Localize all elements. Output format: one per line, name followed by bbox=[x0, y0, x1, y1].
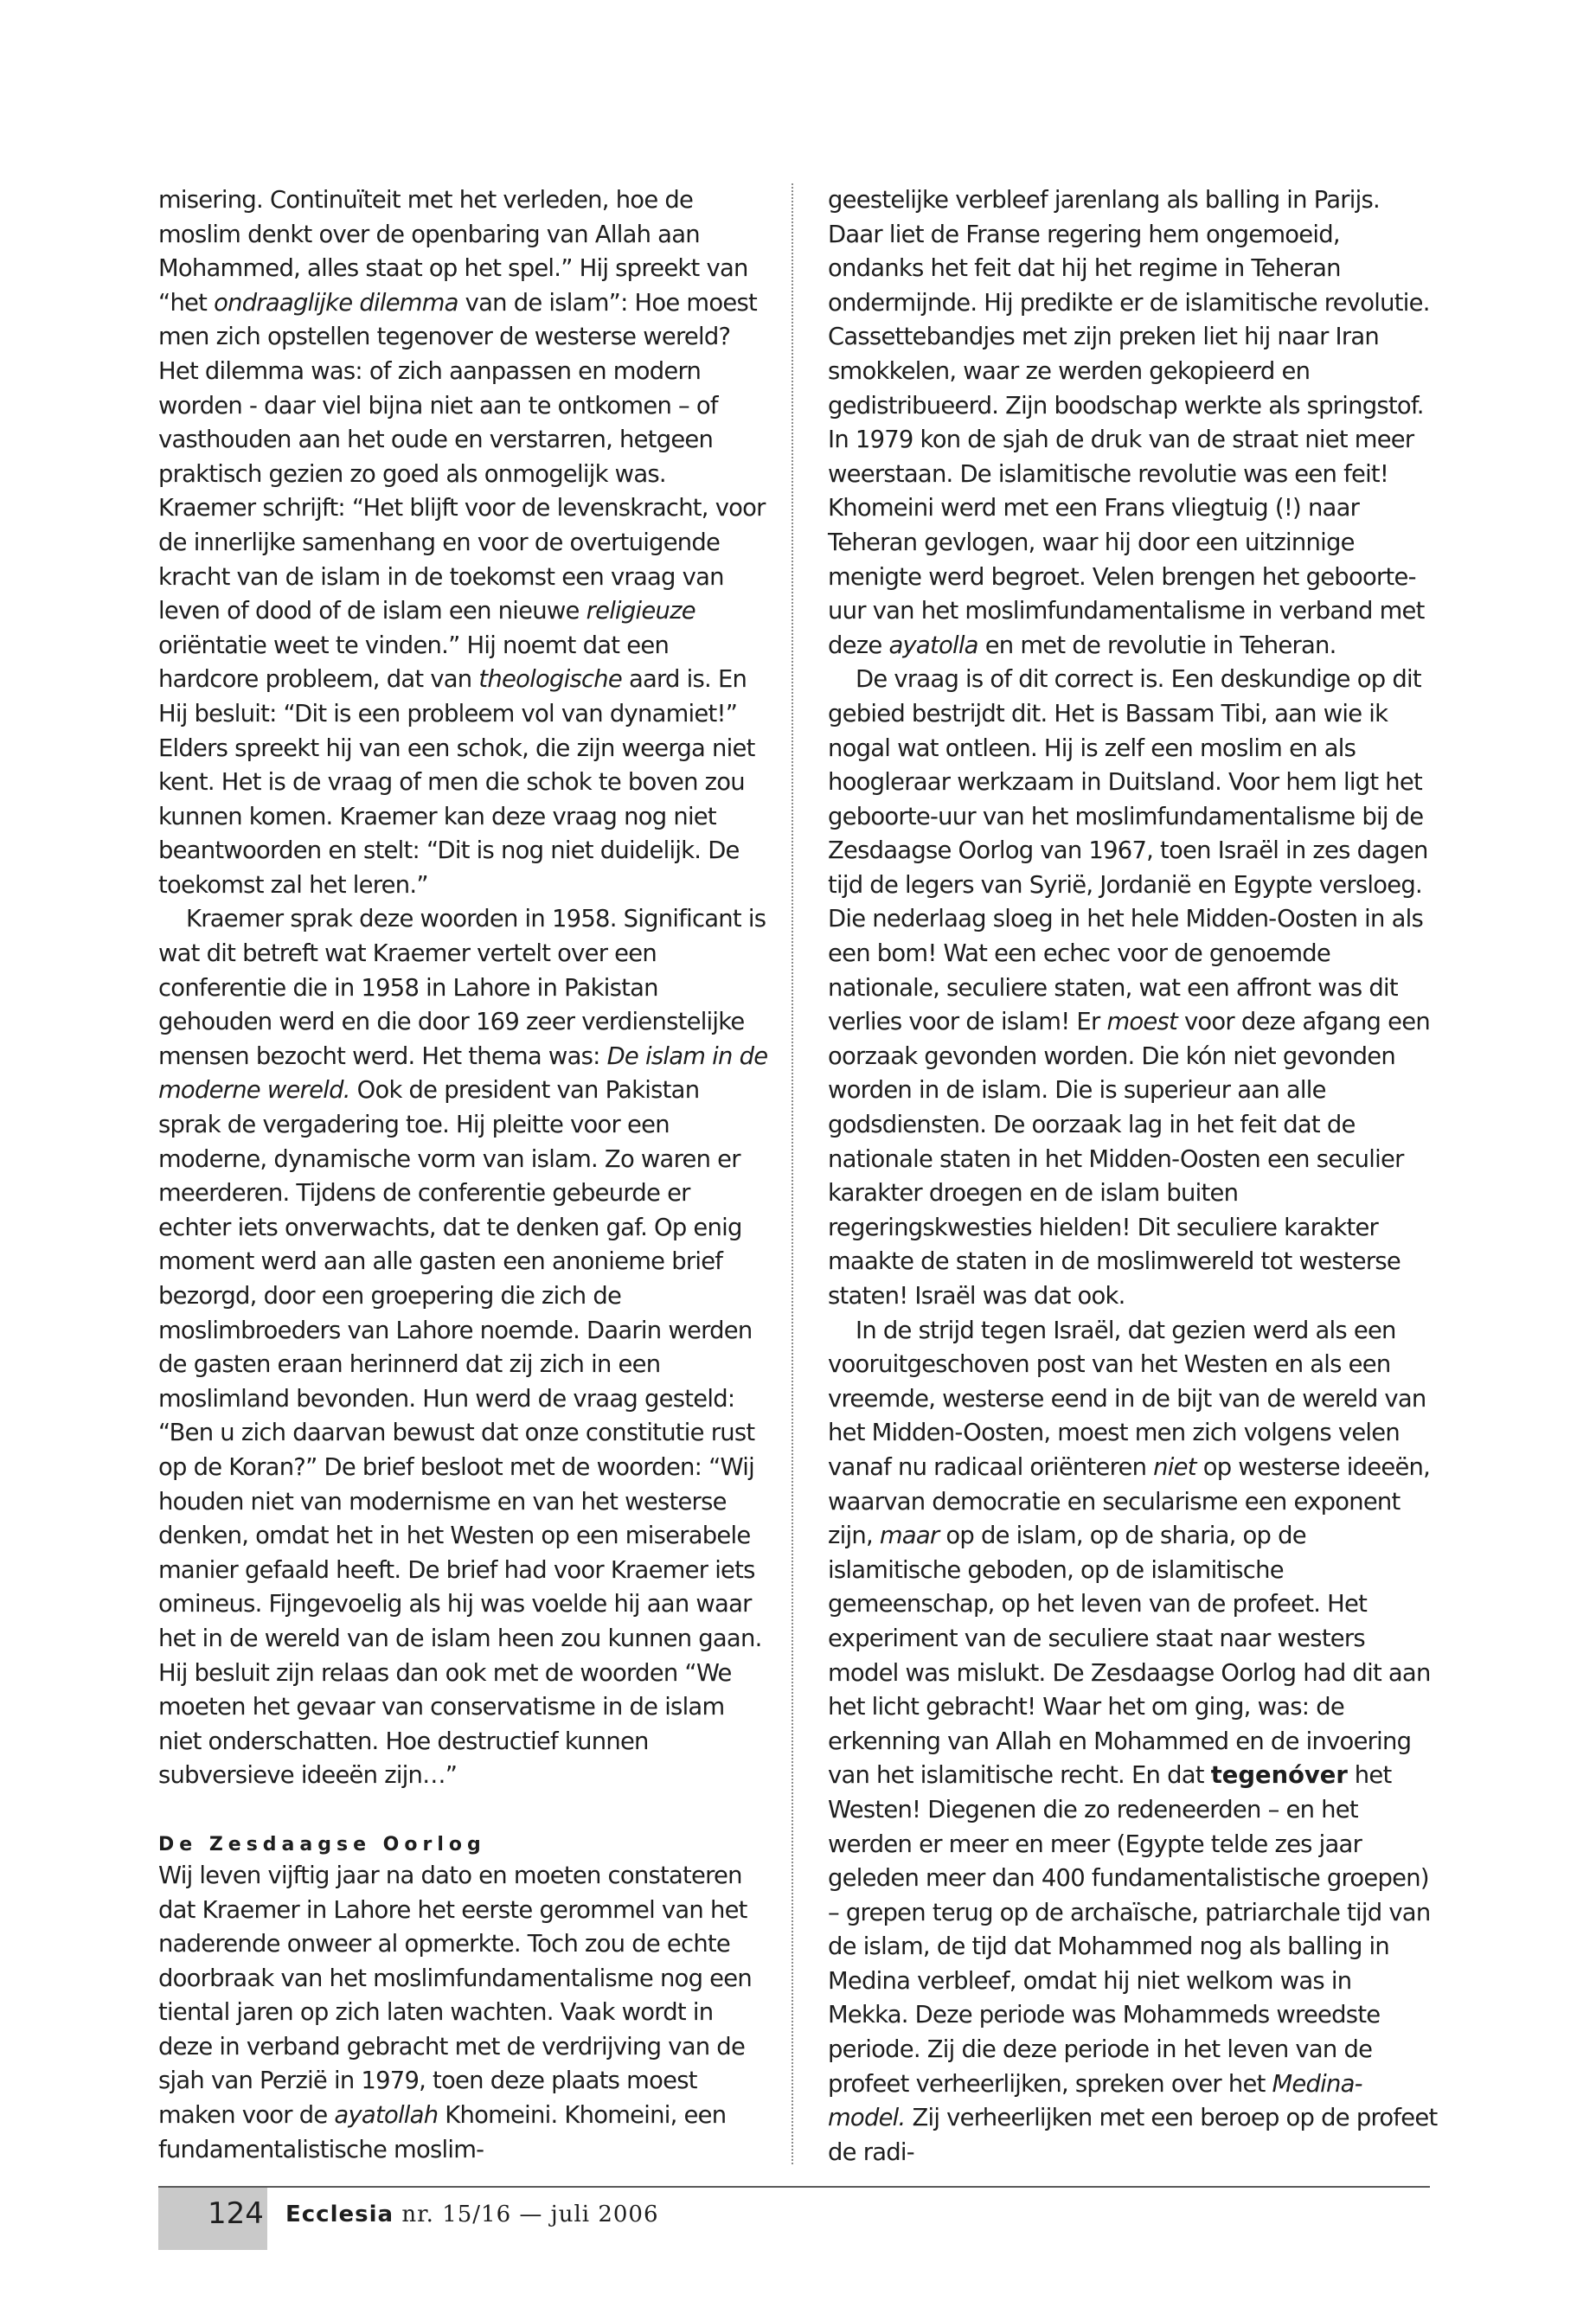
paragraph: In de strijd tegen Israël, dat gezien werd als een vooruitgeschoven post van het Westen en als een vreemde, westerse eend in de bijt van de wereld van het Midden-Oosten, moest men zich volgens velen vanaf nu radicaal oriënteren niet op westerse ideeën, waarvan democratie en secularisme een exponent zijn, maar op de islam, op de sharia, op de islamitische geboden, op de islamitische gemeenschap, op het leven van de profeet. Het experiment van de seculiere staat naar westers model was mislukt. De Zesdaagse Oorlog had dit aan het licht gebracht! Waar het om ging, was: de erkenning van Allah en Mohammed en de invoering van het islamitische recht. En dat tegenóver het Westen! Diegenen die zo redeneerden – en het werden er meer en meer (Egypte telde zes jaar geleden meer dan 400 fundamentalistische groepen) – grepen terug op de archaïsche, patriarchale tijd van de islam, de tijd dat Mohammed nog als balling in Medina verbleef, omdat hij niet welkom was in Mekka. Deze periode was Mohammeds wreedste periode. Zij die deze periode in het leven van de profeet verheerlijken, spreken over het Medina-model. Zij verheerlijken met een beroep op de profeet de radi- bbox=[828, 1317, 1438, 2166]
magazine-name: Ecclesia bbox=[285, 2202, 394, 2227]
page-number: 124 bbox=[208, 2196, 264, 2231]
paragraph: Kraemer sprak deze woorden in 1958. Significant is wat dit betreft wat Kraemer vertelt over een conferentie die in 1958 in Lahore in Pakistan gehouden werd en die door 169 zeer verdienstelijke mensen bezocht werd. Het thema was: De islam in de moderne wereld. Ook de president van Pakistan sprak de vergadering toe. Hij pleitte voor een moderne, dynamische vorm van islam. Zo waren er meerderen. Tijdens de conferentie gebeurde er echter iets onverwachts, dat te denken gaf. Op enig moment werd aan alle gasten een anonieme brief bezorgd, door een groepering die zich de moslimbroeders van Lahore noemde. Daarin werden de gasten eraan herinnerd dat zij zich in een moslimland bevonden. Hun werd de vraag gesteld: “Ben u zich daarvan bewust dat onze constitutie rust op de Koran?” De brief besloot met de woorden: “Wij houden niet van modernisme en van het westerse denken, omdat het in het Westen op een miserabele manier gefaald heeft. De brief had voor Kraemer iets omineus. Fijngevoelig als hij was voelde hij aan waar het in de wereld van de islam heen zou kunnen gaan. Hij besluit zijn relaas dan ook met de woorden “We moeten het gevaar van conservatisme in de islam niet onderschatten. Hoe destructief kunnen subversieve ideeën zijn…” bbox=[158, 906, 768, 1790]
footer-rule bbox=[158, 2186, 1430, 2188]
magazine-credit bbox=[285, 2191, 659, 2238]
section-heading: De Zesdaagse Oorlog bbox=[158, 1833, 486, 1856]
issue-info: nr. 15/16 — juli 2006 bbox=[394, 2202, 659, 2227]
paragraph: misering. Continuïteit met het verleden, hoe de moslim denkt over de openbaring van Allah aan Mohammed, alles staat op het spel.” Hij spreekt van “het ondraaglijke dilemma van de islam”: Hoe moest men zich opstellen tegenover de westerse wereld? Het dilemma was: of zich aanpassen en modern worden - daar viel bijna niet aan te ontkomen – of vasthouden aan het oude en verstarren, hetgeen praktisch gezien zo goed als onmogelijk was. Kraemer schrijft: “Het blijft voor de levenskracht, voor de innerlijke samenhang en voor de overtuigende kracht van de islam in de toekomst een vraag van leven of dood of de islam een nieuwe religieuze oriëntatie weet te vinden.” Hij noemt dat een hardcore probleem, dat van theologische aard is. En Hij besluit: “Dit is een probleem vol van dynamiet!” Elders spreekt hij van een schok, die zijn weerga niet kent. Het is de vraag of men die schok te boven zou kunnen komen. Kraemer kan deze vraag nog niet beantwoorden en stelt: “Dit is nog niet duidelijk. De toekomst zal het leren.” bbox=[158, 187, 766, 899]
left-column bbox=[158, 183, 768, 2167]
right-column bbox=[828, 183, 1438, 2170]
paragraph: geestelijke verbleef jarenlang als balling in Parijs. Daar liet de Franse regering hem ongemoeid, ondanks het feit dat hij het regime in Teheran ondermijnde. Hij predikte er de islamitische revolutie. Cassettebandjes met zijn preken liet hij naar Iran smokkelen, waar ze werden gekopieerd en gedistribueerd. Zijn boodschap werkte als springstof. In 1979 kon de sjah de druk van de straat niet meer weerstaan. De islamitische revolutie was een feit! Khomeini werd met een Frans vliegtuig (!) naar Teheran gevlogen, waar hij door een uitzinnige menigte werd begroet. Velen brengen het geboorte-uur van het moslimfundamentalisme in verband met deze ayatolla en met de revolutie in Teheran. bbox=[828, 187, 1430, 659]
paragraph: De vraag is of dit correct is. Een deskundige op dit gebied bestrijdt dit. Het is Bassam Tibi, aan wie ik nogal wat ontleen. Hij is zelf een moslim en als hoogleraar werkzaam in Duitsland. Voor hem ligt het geboorte-uur van het moslimfundamentalisme bij de Zesdaagse Oorlog van 1967, toen Israël in zes dagen tijd de legers van Syrië, Jordanië en Egypte versloeg. Die nederlaag sloeg in het hele Midden-Oosten in als een bom! Wat een echec voor de genoemde nationale, seculiere staten, wat een affront was dit verlies voor de islam! Er moest voor deze afgang een oorzaak gevonden worden. Die kón niet gevonden worden in de islam. Die is superieur aan alle godsdiensten. De oorzaak lag in het feit dat de nationale staten in het Midden-Oosten een seculier karakter droegen en de islam buiten regeringskwesties hielden! Dit seculiere karakter maakte de staten in de moslimwereld tot westerse staten! Israël was dat ook. bbox=[828, 666, 1430, 1310]
paragraph: Wij leven vijftig jaar na dato en moeten constateren dat Kraemer in Lahore het eerste gerommel van het naderende onweer al opmerkte. Toch zou de echte doorbraak van het moslimfundamentalisme nog een tiental jaren op zich laten wachten. Vaak wordt in deze in verband gebracht met de verdrijving van de sjah van Perzië in 1979, toen deze plaats moest maken voor de ayatollah Khomeini. Khomeini, een fundamentalistische moslim- bbox=[158, 1862, 752, 2163]
column-divider bbox=[792, 183, 793, 2164]
